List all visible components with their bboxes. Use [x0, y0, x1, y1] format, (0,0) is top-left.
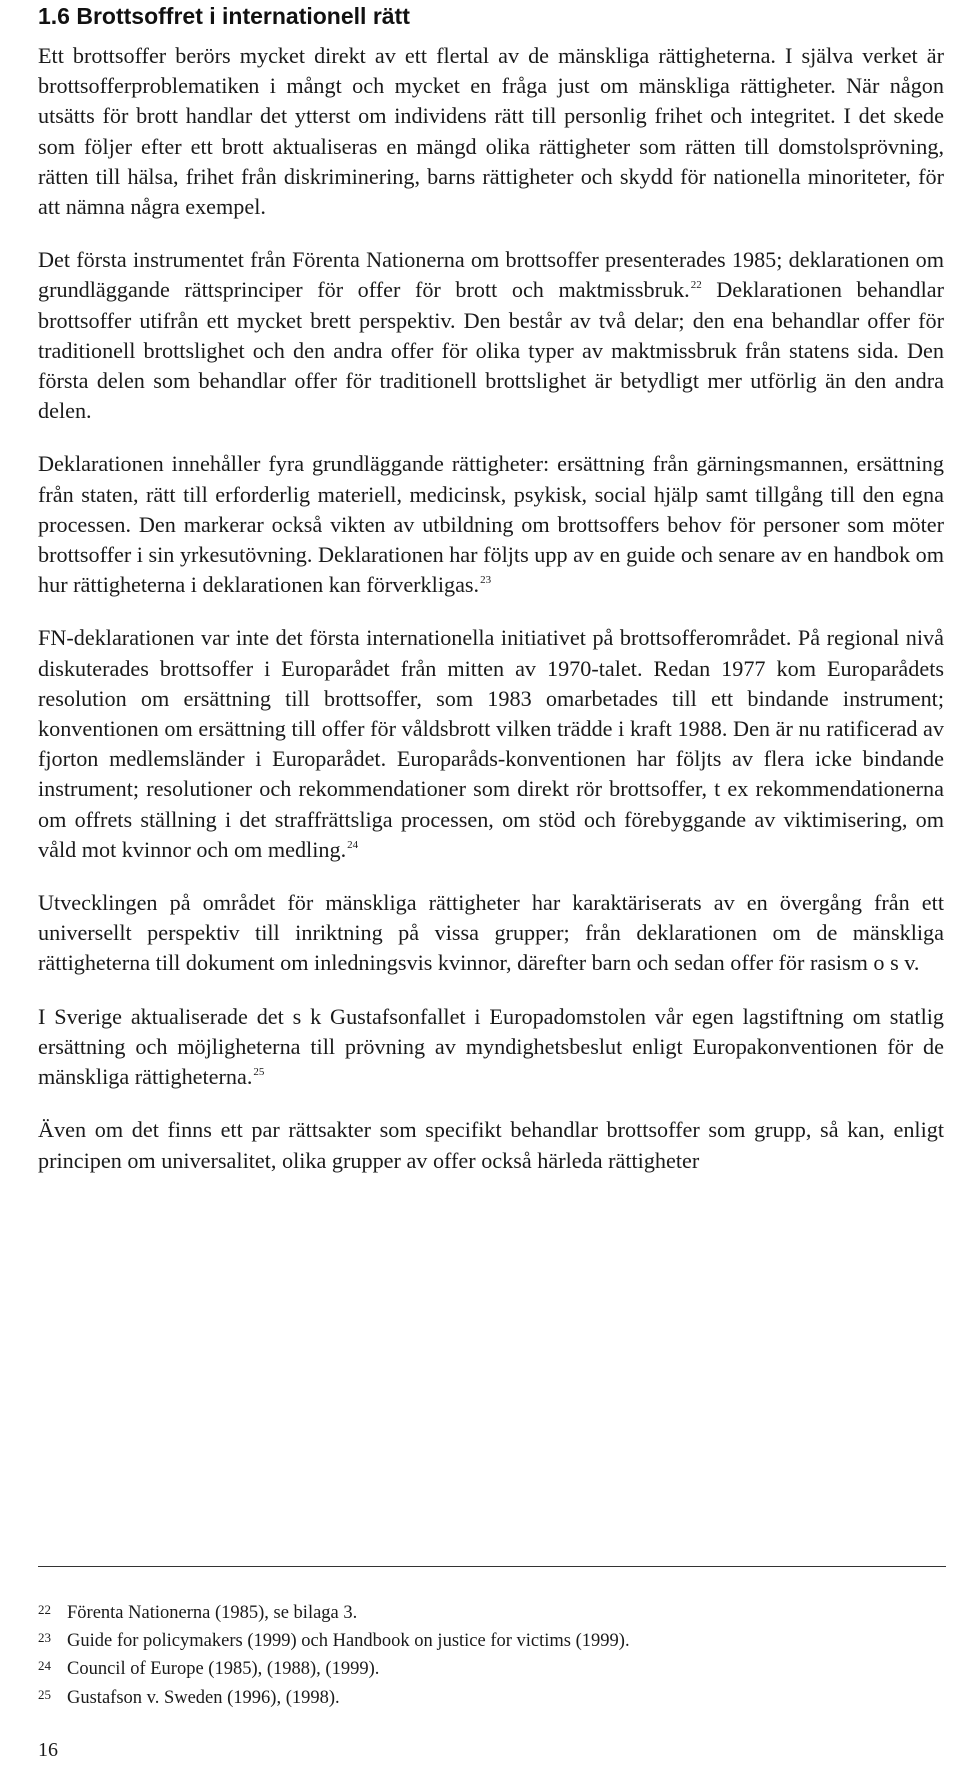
page-number: 16 — [38, 1739, 58, 1761]
footnote-ref-24: 24 — [347, 838, 359, 851]
footnote-text: Council of Europe (1985), (1988), (1999). — [67, 1659, 380, 1680]
paragraph-6 — [38, 1002, 944, 1093]
paragraph-3-text: Deklarationen innehåller fyra grundläggande rättigheter: ersättning från gärningsmannen, ersättning från staten, rätt till erforderlig materiell, medicinsk, psykisk, social hjälp samt tillgång till den egna processen. Den markerar också vikten av utbildning om brottsoffers behov för personer som möter brottsoffer i sin yrkesutövning. Deklarationen har följts upp av en guide och senare av en handbok om hur rättigheterna i deklarationen kan förverkligas. — [38, 451, 944, 598]
footnote-ref-23: 23 — [480, 574, 492, 587]
paragraph-7: Även om det finns ett par rättsakter som specifikt behandlar brottsoffer som grupp, så kan, enligt principen om universalitet, olika grupper av offer också härleda rättigheter — [38, 1117, 944, 1173]
section-heading: 1.6 Brottsoffret i internationell rätt — [38, 3, 410, 29]
footnote-25 — [38, 1684, 944, 1712]
paragraph-5: Utvecklingen på området för mänskliga rättigheter har karaktäriserats av en övergång från ett universellt perspektiv till inriktning på vissa grupper; från deklarationen om de mänskliga rättigheterna till dokument om inledningsvis kvinnor, därefter barn och sedan offer för rasism o s v. — [38, 890, 944, 976]
footnote-number: 25 — [38, 1686, 51, 1702]
paragraph-1: Ett brottsoffer berörs mycket direkt av ett flertal av de mänskliga rättigheterna. I själva verket är brottsofferproblematiken i mångt och mycket en fråga just om mänskliga rättigheter. När någon utsätts för brott handlar det ytterst om individens rätt till personlig frihet och integritet. I det skede som följer efter ett brott aktualiseras en mängd olika rättigheter som rätten till domstolsprövning, rätten till hälsa, frihet från diskriminering, barns rättigheter och skydd för nationella minoriteter, för att nämna några exempel. — [38, 43, 944, 220]
paragraph-6-text: I Sverige aktualiserade det s k Gustafsonfallet i Europadomstolen vår egen lagstiftning om statlig ersättning och möjligheterna till prövning av myndighetsbeslut enligt Europakonventionen för de mänskliga rättigheterna. — [38, 1003, 944, 1090]
footnote-22 — [38, 1599, 944, 1627]
footnote-24 — [38, 1655, 944, 1683]
footnote-number: 23 — [38, 1630, 51, 1646]
footnotes — [38, 1599, 944, 1712]
footnote-text: Förenta Nationerna (1985), se bilaga 3. — [67, 1603, 358, 1623]
paragraph-2-text-continued: Deklarationen behandlar brottsoffer utifrån ett mycket brett perspektiv. Den består av två delar; den ena behandlar offer för traditionell brottslighet och den andra offer för olika typer av maktmissbruk från statens sida. Den första delen som behandlar offer för traditionell brottslighet är betydligt mer utförlig än den andra delen. — [38, 277, 944, 424]
document-body — [38, 0, 944, 1176]
paragraph-4-text: FN-deklarationen var inte det första internationella initiativet på brottsofferområdet. På regional nivå diskuterades brottsoffer i Europarådet från mitten av 1970-talet. Redan 1977 kom Europarådets resolution om ersättning till brottsoffer, som 1983 omarbetades till ett bindande instrument; konventionen om ersättning till offer för våldsbrott vilken trädde i kraft 1988. Den är nu ratificerad av fjorton medlemsländer i Europarådet. Europaråds-konventionen har följts av flera icke bindande instrument; resolutioner och rekommendationer som direkt rör brottsoffer, t ex rekommendationerna om offrets ställning i det straffrättsliga processen, om stöd och förebyggande av viktimisering, om våld mot kvinnor och om medling. — [38, 625, 944, 862]
paragraph-2 — [38, 245, 944, 426]
footnote-divider — [38, 1566, 946, 1567]
paragraph-2-text: Det första instrumentet från Förenta Nationerna om brottsoffer presenterades 1985; deklarationen om grundläggande rättsprinciper för offer för brott och maktmissbruk. — [38, 247, 944, 303]
paragraph-4 — [38, 623, 944, 865]
footnote-number: 24 — [38, 1658, 51, 1674]
footnote-ref-25: 25 — [253, 1066, 265, 1079]
paragraph-3 — [38, 449, 944, 600]
footnote-text: Gustafson v. Sweden (1996), (1998). — [67, 1687, 340, 1708]
footnote-ref-22: 22 — [690, 279, 702, 292]
footnote-text: Guide for policymakers (1999) och Handbook on justice for victims (1999). — [67, 1631, 630, 1652]
footnote-number: 22 — [38, 1602, 51, 1617]
footnote-23 — [38, 1627, 944, 1655]
